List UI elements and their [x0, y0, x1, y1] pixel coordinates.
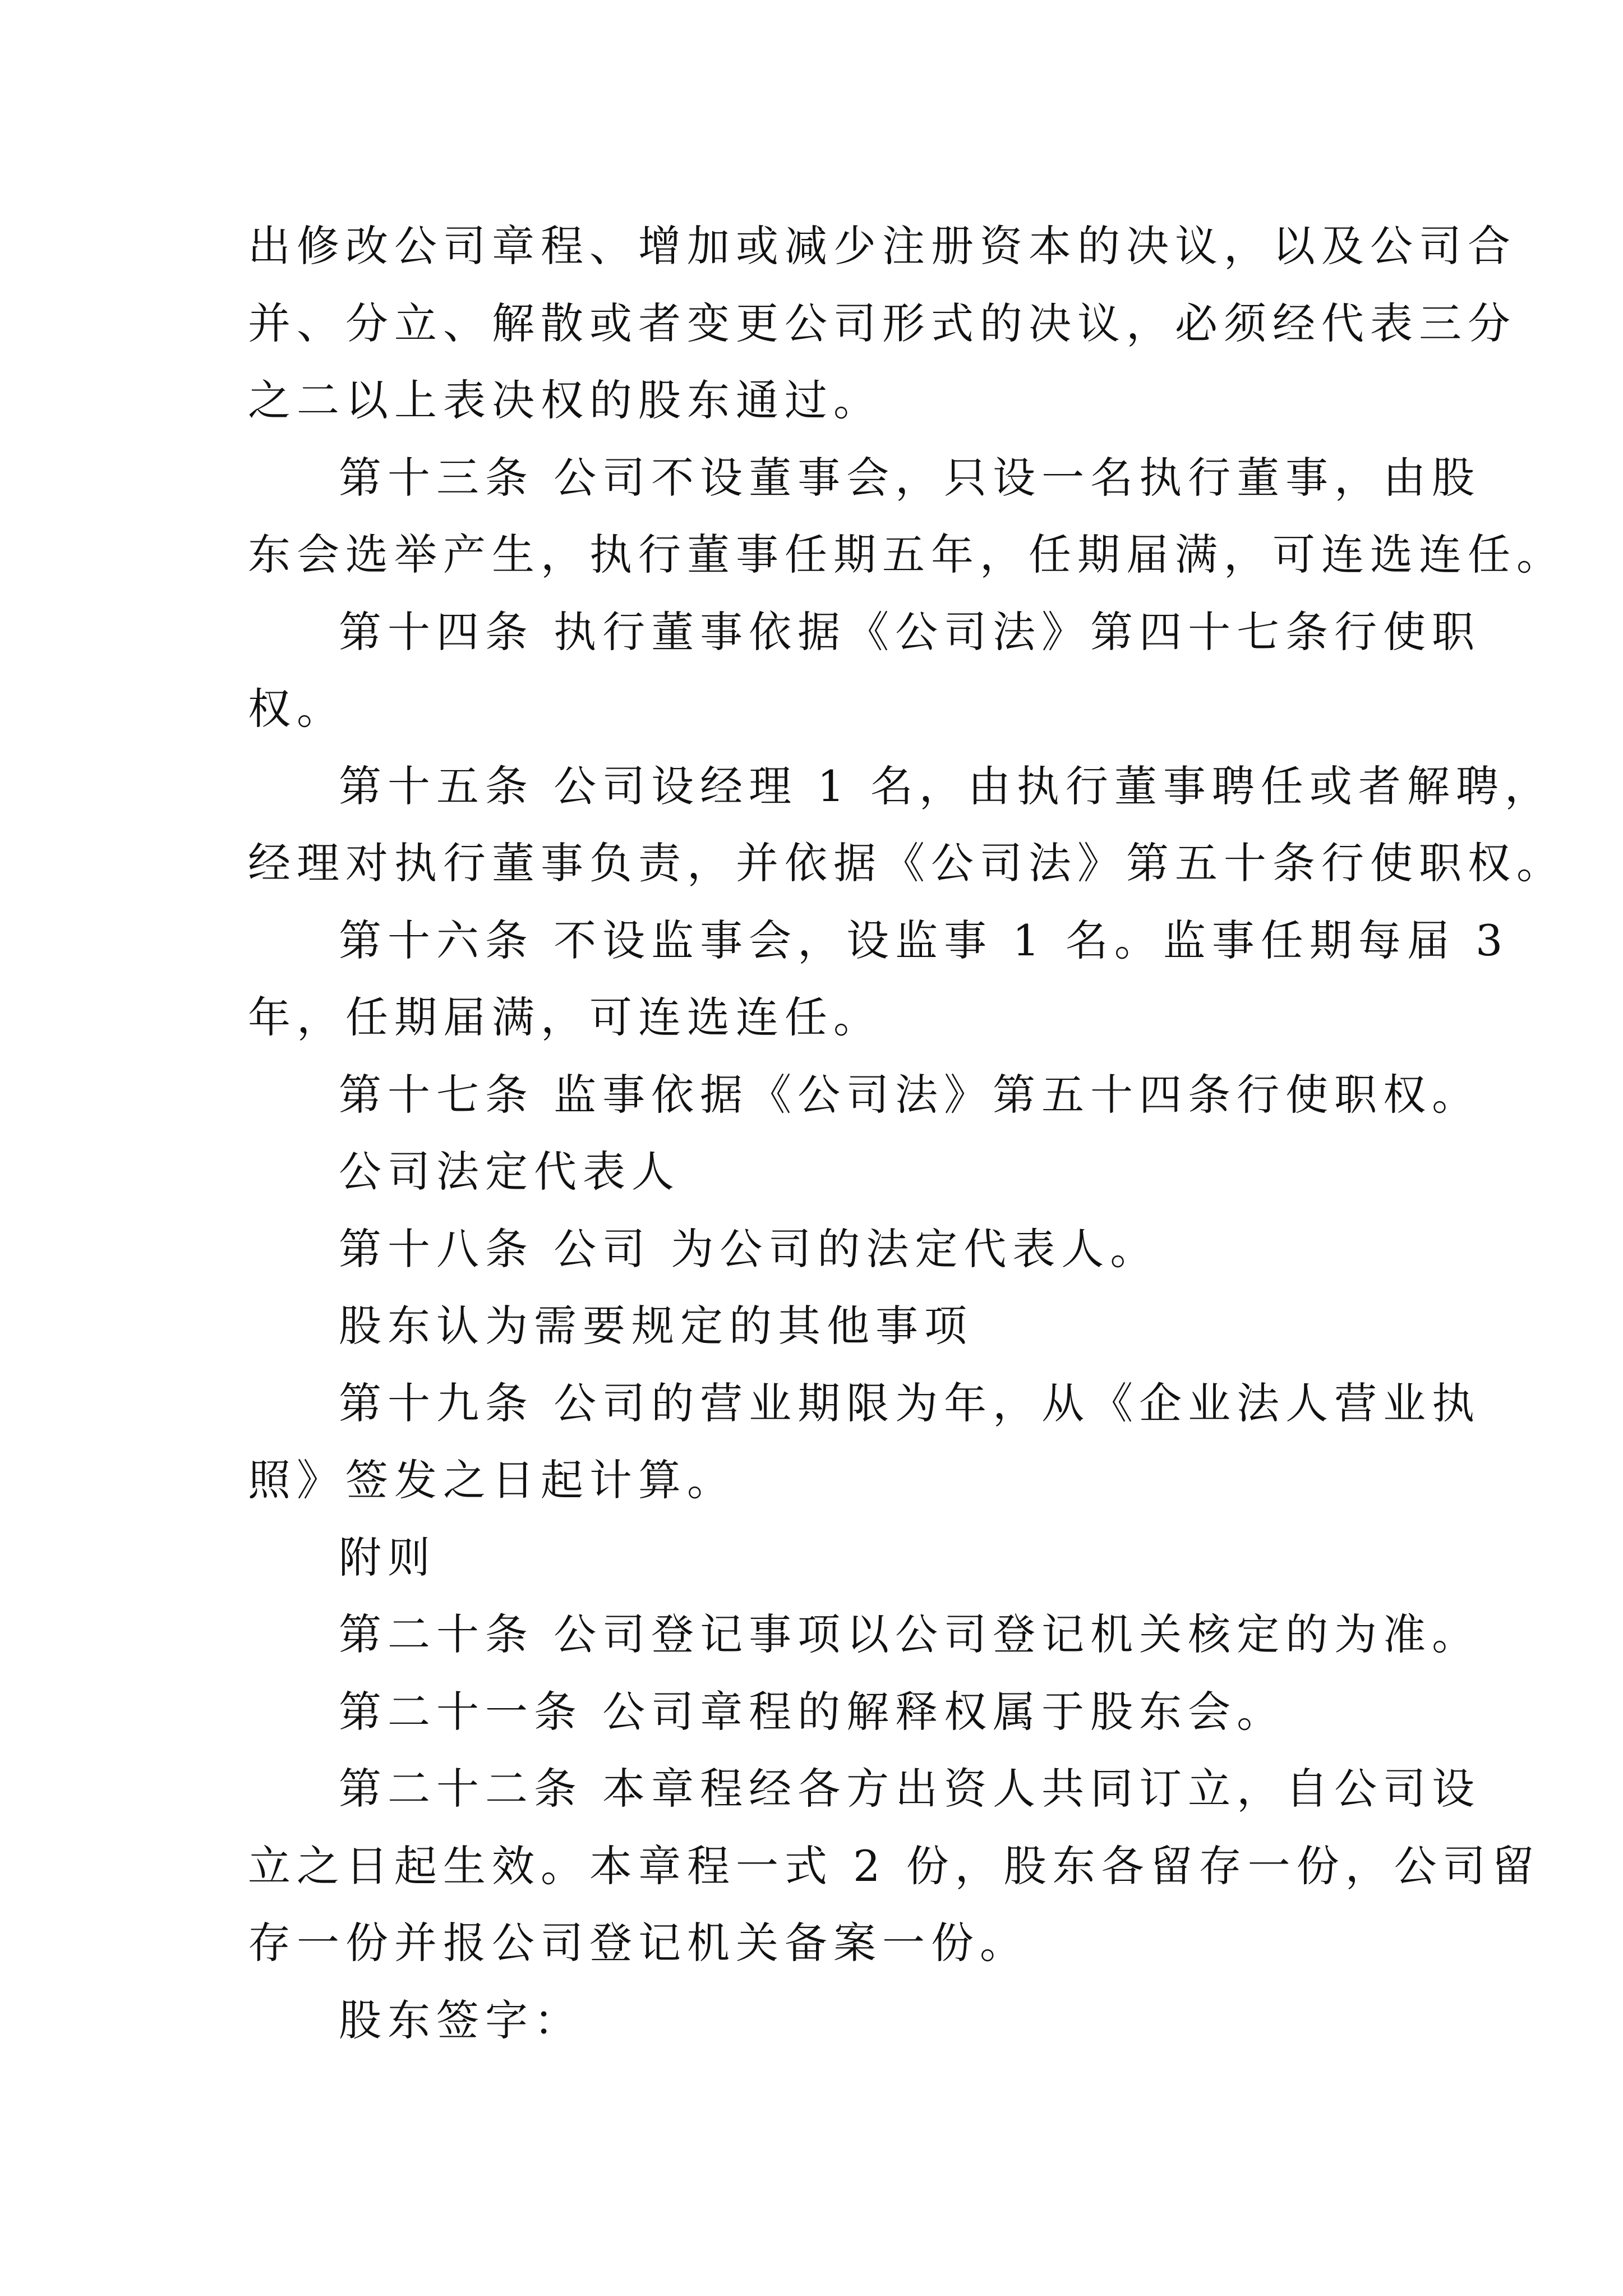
- document-body: [248, 208, 1565, 2059]
- text-line: 权。: [248, 684, 345, 734]
- text-line: 立之日起生效。本章程一式 2 份，股东各留存一份，公司留: [248, 1841, 1541, 1891]
- section-heading-other-matters: 股东认为需要规定的其他事项: [339, 1301, 973, 1351]
- text-line: 照》签发之日起计算。: [248, 1455, 736, 1505]
- section-heading-legal-representative: 公司法定代表人: [339, 1147, 680, 1197]
- text-line: 并、分立、解散或者变更公司形式的决议，必须经代表三分: [248, 298, 1516, 348]
- article-13: 第十三条 公司不设董事会，只设一名执行董事，由股: [339, 452, 1481, 503]
- shareholder-signature-label: 股东签字：: [339, 1995, 583, 2045]
- text-line: 出修改公司章程、增加或减少注册资本的决议，以及公司合: [248, 221, 1516, 271]
- text-line: 之二以上表决权的股东通过。: [248, 375, 882, 425]
- article-14: 第十四条 执行董事依据《公司法》第四十七条行使职: [339, 606, 1481, 657]
- text-line: 存一份并报公司登记机关备案一份。: [248, 1918, 1029, 1968]
- text-line: 经理对执行董事负责，并依据《公司法》第五十条行使职权。: [248, 838, 1565, 888]
- article-20: 第二十条 公司登记事项以公司登记机关核定的为准。: [339, 1609, 1481, 1659]
- text-line: 东会选举产生，执行董事任期五年，任期届满，可连选连任。: [248, 530, 1565, 579]
- article-16: 第十六条 不设监事会，设监事 1 名。监事任期每届 3: [339, 915, 1509, 965]
- section-heading-supplementary: 附则: [339, 1532, 436, 1582]
- text-line: 年，任期届满，可连选连任。: [248, 992, 882, 1042]
- article-17: 第十七条 监事依据《公司法》第五十四条行使职权。: [339, 1069, 1481, 1120]
- article-18: 第十八条 公司 为公司的法定代表人。: [339, 1223, 1159, 1274]
- article-22: 第二十二条 本章程经各方出资人共同订立，自公司设: [339, 1764, 1481, 1814]
- article-21: 第二十一条 公司章程的解释权属于股东会。: [339, 1686, 1286, 1737]
- article-19: 第十九条 公司的营业期限为年，从《企业法人营业执: [339, 1378, 1481, 1428]
- article-15: 第十五条 公司设经理 1 名，由执行董事聘任或者解聘，: [339, 761, 1553, 811]
